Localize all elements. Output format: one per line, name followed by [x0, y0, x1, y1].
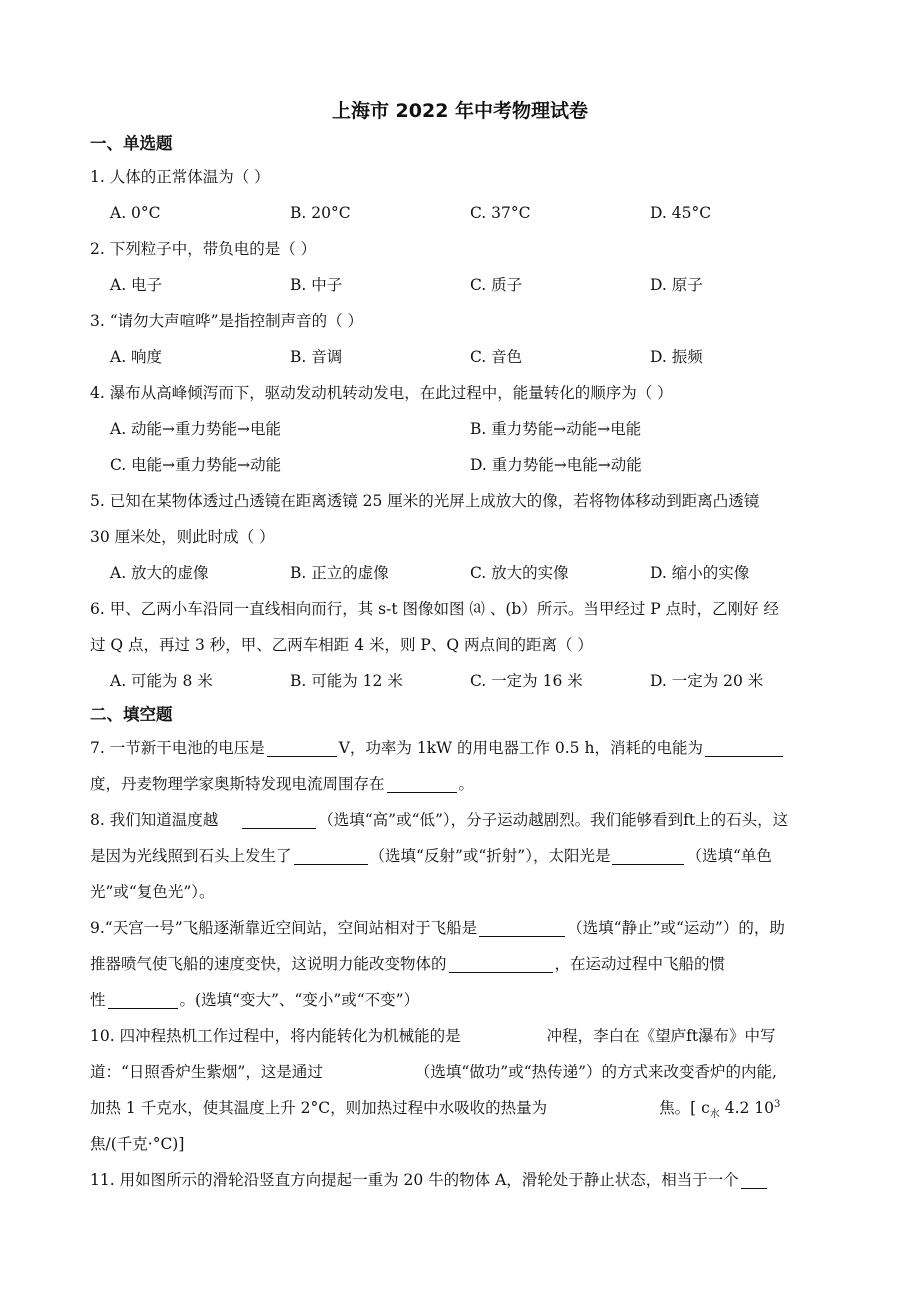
question-8-text-4: （选填“反射”或“折射”），太阳光是 — [369, 847, 611, 865]
question-11-line-1 — [90, 1162, 830, 1198]
question-1-options — [90, 195, 830, 231]
option-c: C. 放大的实像 — [470, 564, 569, 582]
exam-title: 上海市 2022 年中考物理试卷 — [331, 100, 589, 122]
option-b: B. 正立的虚像 — [290, 564, 389, 582]
option-d: D. 一定为 20 米 — [650, 672, 764, 690]
question-8-text-3: 是因为光线照到石头上发生了 — [90, 847, 292, 865]
question-5-options — [90, 555, 830, 591]
question-9-line-3 — [90, 982, 830, 1018]
question-9-text-1: 9.“天宫一号”飞船逐渐靠近空间站，空间站相对于飞船是 — [90, 919, 478, 937]
question-10-text-6: 焦。[ c — [659, 1099, 710, 1117]
answer-blank[interactable] — [449, 950, 553, 973]
question-6-line-1: 6. 甲、乙两小车沿同一直线相向而行，其 s-t 图像如图 ⒜ 、(b）所示。当甲经过 P 点时，乙刚好 经 — [90, 600, 780, 618]
answer-blank[interactable] — [294, 842, 368, 865]
option-a: A. 放大的虚像 — [110, 564, 209, 582]
option-a: A. 响度 — [110, 348, 163, 366]
question-10-text-1: 10. 四冲程热机工作过程中，将内能转化为机械能的是 — [90, 1027, 461, 1045]
question-3-options — [90, 339, 830, 375]
option-d: D. 振频 — [650, 348, 703, 366]
option-d: D. 45°C — [650, 204, 712, 222]
answer-blank[interactable] — [267, 734, 337, 757]
question-9-line-1 — [90, 910, 830, 946]
question-8-text-5: （选填“单色 — [686, 847, 772, 865]
question-11-text-1: 11. 用如图所示的滑轮沿竖直方向提起一重为 20 牛的物体 A，滑轮处于静止状态，相当于一个 — [90, 1171, 739, 1189]
option-a: A. 电子 — [110, 276, 163, 294]
question-2-stem: 2. 下列粒子中，带负电的是（ ） — [90, 240, 317, 258]
water-subscript: 水 — [709, 1109, 720, 1121]
question-10-text-5: 加热 1 千克水，使其温度上升 2°C，则加热过程中水吸收的热量为 — [90, 1099, 548, 1117]
option-a: A. 可能为 8 米 — [110, 672, 213, 690]
question-9-text-2: （选填“静止”或“运动”）的，助 — [567, 919, 785, 937]
question-8-text-2: （选填“高”或“低”），分子运动越剧烈。我们能够看到ft上的石头，这 — [318, 811, 789, 829]
option-b: B. 音调 — [290, 348, 343, 366]
option-a: A. 0°C — [110, 204, 161, 222]
question-8-line-3: 光”或“复色光”）。 — [90, 883, 215, 901]
option-b: B. 20°C — [290, 204, 351, 222]
option-c: C. 一定为 16 米 — [470, 672, 583, 690]
question-9-text-6: 。(选填“变大”、“变小”或“不变”） — [179, 991, 420, 1009]
question-7-line-2 — [90, 766, 830, 802]
option-c: C. 音色 — [470, 348, 523, 366]
question-8-line-1 — [90, 802, 830, 838]
question-1-stem: 1. 人体的正常体温为（ ） — [90, 168, 270, 186]
option-b: B. 可能为 12 米 — [290, 672, 403, 690]
question-7-text-3: 度，丹麦物理学家奥斯特发现电流周围存在 — [90, 775, 385, 793]
question-5-line-2: 30 厘米处，则此时成（ ） — [90, 528, 275, 546]
question-3-stem: 3. “请勿大声喧哗”是指控制声音的（ ） — [90, 312, 363, 330]
option-c: C. 37°C — [470, 204, 531, 222]
question-7-line-1 — [90, 730, 830, 766]
option-d: D. 重力势能→电能→动能 — [470, 456, 642, 474]
question-10-text-3: 道：“日照香炉生紫烟”，这是通过 — [90, 1063, 323, 1081]
exponent-superscript: 3 — [774, 1098, 781, 1110]
option-d: D. 缩小的实像 — [650, 564, 750, 582]
question-9-text-4: ，在运动过程中飞船的惯 — [554, 955, 726, 973]
question-4-stem: 4. 瀑布从高峰倾泻而下，驱动发动机转动发电，在此过程中，能量转化的顺序为（ ） — [90, 384, 673, 402]
answer-blank[interactable] — [612, 842, 684, 865]
question-10-line-2 — [90, 1054, 830, 1090]
answer-blank[interactable] — [479, 914, 565, 937]
answer-blank[interactable] — [387, 770, 457, 793]
question-8-line-2 — [90, 838, 830, 874]
question-7-text-2: V，功率为 1kW 的用电器工作 0.5 h，消耗的电能为 — [338, 739, 703, 757]
question-10-text-7: 4.2 10 — [719, 1099, 775, 1117]
answer-blank[interactable] — [705, 734, 783, 757]
question-7-text-4: 。 — [458, 775, 475, 793]
question-10-line-3 — [90, 1090, 830, 1126]
answer-blank[interactable] — [741, 1166, 767, 1189]
option-a: A. 动能→重力势能→电能 — [110, 420, 282, 438]
section-single-choice: 一、单选题 — [90, 134, 173, 153]
option-b: B. 中子 — [290, 276, 343, 294]
question-9-line-2 — [90, 946, 830, 982]
question-10-text-4: （选填“做功”或“热传递”）的方式来改变香炉的内能, — [414, 1063, 777, 1081]
question-8-text-1: 8. 我们知道温度越 — [90, 811, 219, 829]
question-6-options — [90, 663, 830, 699]
question-9-text-5: 性 — [90, 991, 106, 1009]
question-10-line-4: 焦/(千克·°C)] — [90, 1135, 185, 1153]
option-d: D. 原子 — [650, 276, 703, 294]
question-4-options-row1 — [90, 411, 830, 447]
question-9-text-3: 推器喷气使飞船的速度变快，这说明力能改变物体的 — [90, 955, 447, 973]
question-2-options — [90, 267, 830, 303]
question-4-options-row2 — [90, 447, 830, 483]
answer-blank[interactable] — [108, 986, 178, 1009]
question-7-text-1: 7. 一节新干电池的电压是 — [90, 739, 265, 757]
option-b: B. 重力势能→动能→电能 — [470, 420, 642, 438]
option-c: C. 质子 — [470, 276, 523, 294]
answer-blank[interactable] — [242, 806, 316, 829]
question-6-line-2: 过 Q 点，再过 3 秒，甲、乙两车相距 4 米，则 P、Q 两点间的距离（ ） — [90, 636, 593, 654]
section-fill-blank: 二、填空题 — [90, 705, 173, 724]
question-5-line-1: 5. 已知在某物体透过凸透镜在距离透镜 25 厘米的光屏上成放大的像，若将物体移动到距离凸透镜 — [90, 492, 760, 510]
option-c: C. 电能→重力势能→动能 — [110, 456, 282, 474]
question-10-line-1 — [90, 1018, 830, 1054]
question-10-text-2: 冲程，李白在《望庐ft瀑布》中写 — [546, 1027, 776, 1045]
